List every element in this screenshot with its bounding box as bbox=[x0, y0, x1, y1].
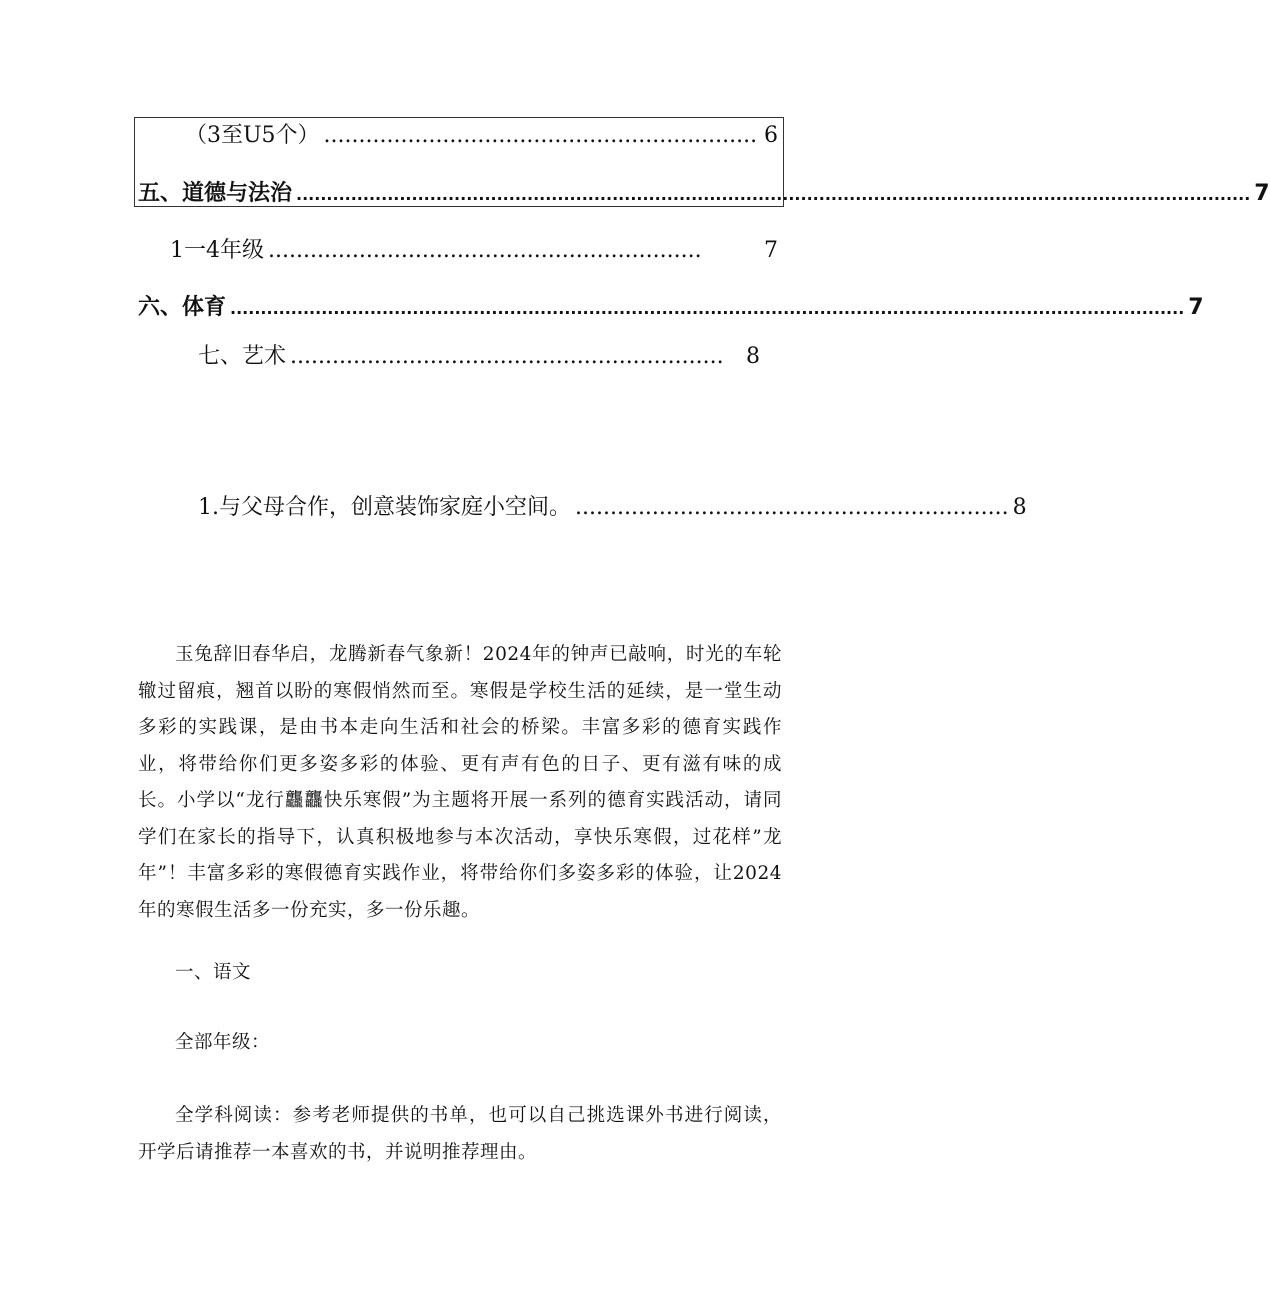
toc-entry[interactable] bbox=[138, 290, 1204, 321]
toc-entry[interactable] bbox=[170, 233, 778, 264]
toc-entry-label: 五、道德与法治 bbox=[138, 181, 293, 206]
toc-leader-dots: .............................................................. bbox=[323, 123, 758, 148]
toc-entry-page: 6 bbox=[764, 123, 778, 148]
toc-leader-dots: ............................................................................................................................................................. bbox=[296, 185, 1251, 204]
section-title: 一、语文 bbox=[175, 962, 252, 983]
toc-entry[interactable] bbox=[198, 339, 760, 370]
toc-entry-label: 六、体育 bbox=[138, 295, 227, 320]
toc-entry-label: （3至U5个） bbox=[185, 123, 320, 148]
toc-entry[interactable] bbox=[185, 118, 778, 149]
toc-entry-page: 7 bbox=[764, 238, 778, 263]
toc-leader-dots: .............................................................. bbox=[575, 495, 1009, 520]
toc-entry-label: 七、艺术 bbox=[198, 344, 287, 369]
reading-paragraph: 全学科阅读：参考老师提供的书单，也可以自己挑选课外书进行阅读，开学后请推荐一本喜欢的书，并说明推荐理由。 bbox=[138, 1105, 782, 1163]
toc-entry-page: 8 bbox=[1012, 495, 1027, 520]
toc-entry-page: 7 bbox=[1254, 181, 1270, 206]
toc-entry-page: 8 bbox=[746, 344, 760, 369]
toc-entry-label: 1一4年级 bbox=[170, 238, 264, 263]
intro-paragraph: 玉兔辞旧春华启，龙腾新春气象新！2024年的钟声已敲响，时光的车轮辙过留痕，翘首以盼的寒假悄然而至。寒假是学校生活的延续，是一堂生动多彩的实践课，是由书本走向生活和社会的桥梁。丰富多彩的德育实践作业，将带给你们更多姿多彩的体验、更有声有色的日子、更有滋有味的成长。小学以“龙行龘龘快乐寒假”为主题将开展一系列的德育实践活动，请同学们在家长的指导下，认真积极地参与本次活动，享快乐寒假，过花样”龙年”！丰富多彩的寒假德育实践作业，将带给你们多姿多彩的体验，让2024年的寒假生活多一份充实，多一份乐趣。 bbox=[138, 644, 782, 921]
toc-leader-dots: .............................................................. bbox=[268, 238, 702, 263]
toc-leader-dots: .............................................................. bbox=[290, 344, 724, 369]
toc-entry[interactable] bbox=[198, 490, 1027, 521]
toc-entry-label: 1.与父母合作，创意装饰家庭小空间。 bbox=[198, 495, 571, 520]
toc-entry[interactable] bbox=[138, 176, 1270, 207]
grade-label: 全部年级： bbox=[175, 1032, 271, 1053]
toc-leader-dots: ............................................................................................................................................................. bbox=[230, 299, 1185, 318]
toc-entry-page: 7 bbox=[1188, 295, 1204, 320]
